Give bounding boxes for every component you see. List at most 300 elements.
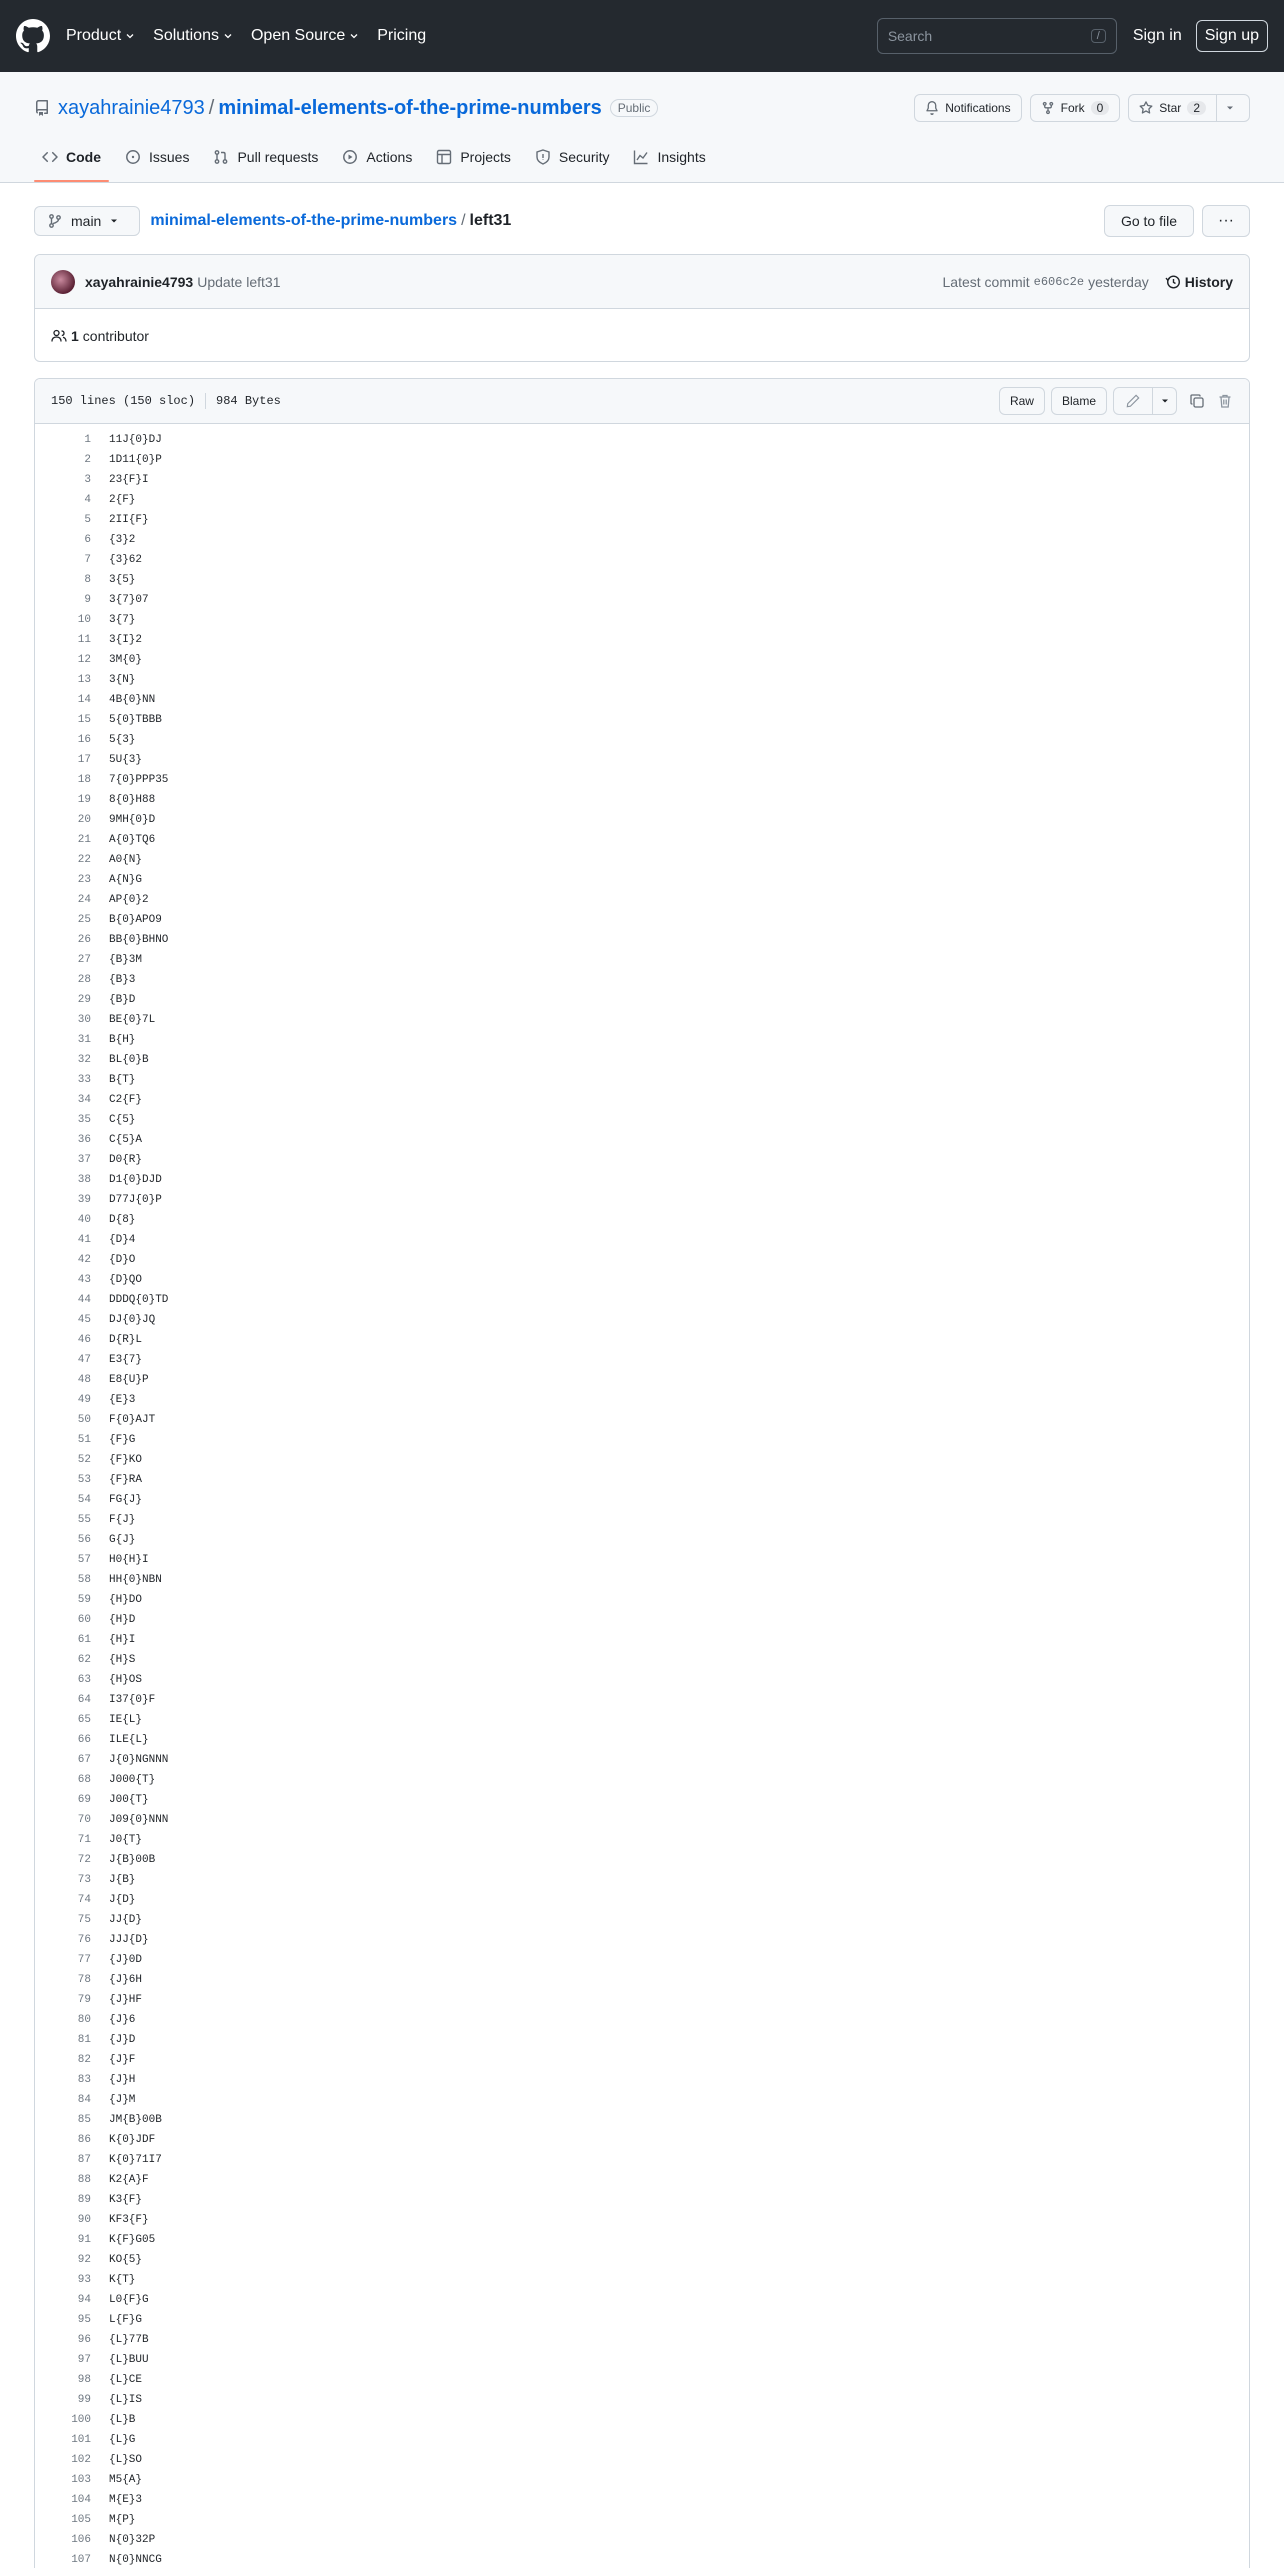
- copy-button[interactable]: [1189, 393, 1205, 409]
- line-number[interactable]: 24: [77, 894, 91, 906]
- tab-issues[interactable]: [117, 132, 197, 182]
- line-number[interactable]: 56: [77, 1534, 91, 1546]
- nav-product[interactable]: [66, 27, 135, 45]
- code-icon: [42, 149, 58, 165]
- tab-issues-label: Issues: [149, 149, 190, 165]
- line-number[interactable]: 69: [77, 1794, 91, 1806]
- line-number[interactable]: 55: [77, 1514, 91, 1526]
- line-number[interactable]: 32: [77, 1054, 91, 1066]
- delete-button[interactable]: [1217, 393, 1233, 409]
- line-content: {L}B: [109, 2414, 136, 2426]
- sign-up-button[interactable]: Sign up: [1196, 20, 1268, 52]
- line-content: {J}6H: [109, 1974, 143, 1986]
- line-number[interactable]: 90: [77, 2214, 91, 2226]
- line-content: {F}RA: [109, 1474, 143, 1486]
- line-number[interactable]: 33: [77, 1074, 91, 1086]
- line-number[interactable]: 8: [84, 574, 91, 586]
- line-number[interactable]: 98: [77, 2374, 91, 2386]
- contributors-row[interactable]: [35, 309, 1249, 362]
- line-content: D{R}L: [109, 1334, 143, 1346]
- tab-actions-label: Actions: [366, 149, 413, 165]
- code-line: [35, 810, 1249, 830]
- line-number[interactable]: 71: [77, 1834, 91, 1846]
- code-line: [35, 990, 1249, 1010]
- line-content: {L}SO: [109, 2454, 143, 2466]
- line-number[interactable]: 57: [77, 1554, 91, 1566]
- line-content: 2II{F}: [109, 514, 149, 526]
- line-content: J{0}NGNNN: [109, 1754, 169, 1766]
- line-number[interactable]: 18: [77, 774, 91, 786]
- tab-code[interactable]: [34, 132, 109, 182]
- line-number[interactable]: 14: [77, 694, 91, 706]
- commit-row: [35, 255, 1249, 309]
- commit-meta: [943, 274, 1234, 290]
- line-number[interactable]: 37: [77, 1154, 91, 1166]
- line-content: IE{L}: [109, 1714, 143, 1726]
- line-number[interactable]: 1: [84, 434, 91, 446]
- line-number[interactable]: 86: [77, 2134, 91, 2146]
- line-content: K{0}71I7: [109, 2154, 162, 2166]
- line-number[interactable]: 2: [84, 454, 91, 466]
- line-number[interactable]: 11: [77, 634, 91, 646]
- line-number[interactable]: 15: [77, 714, 91, 726]
- code-line: [35, 490, 1249, 510]
- line-number[interactable]: 103: [71, 2474, 91, 2486]
- chevron-down-icon: [125, 31, 135, 41]
- line-number[interactable]: 72: [77, 1854, 91, 1866]
- line-number[interactable]: 67: [77, 1754, 91, 1766]
- code-line: [35, 1610, 1249, 1630]
- line-content: ILE{L}: [109, 1734, 149, 1746]
- nav-pricing[interactable]: [377, 27, 426, 45]
- line-number[interactable]: 80: [77, 2014, 91, 2026]
- line-number[interactable]: 36: [77, 1134, 91, 1146]
- breadcrumb-repo-link[interactable]: minimal-elements-of-the-prime-numbers: [150, 212, 458, 229]
- header-divider: [205, 393, 206, 409]
- avatar[interactable]: [51, 270, 75, 294]
- contributors-label: contributor: [82, 327, 149, 344]
- tab-pull-requests-label: Pull requests: [237, 149, 319, 165]
- star-list-dropdown[interactable]: [1217, 94, 1250, 122]
- fork-button[interactable]: [1030, 94, 1121, 122]
- tab-insights-label: Insights: [657, 149, 706, 165]
- line-content: {H}I: [109, 1634, 136, 1646]
- code-line: [35, 1810, 1249, 1830]
- code-line: [35, 2030, 1249, 2050]
- code-line: [35, 2530, 1249, 2550]
- code-line: [35, 2410, 1249, 2430]
- code-line: [35, 1550, 1249, 1570]
- code-line: [35, 1030, 1249, 1050]
- file-size: 984 Bytes: [216, 394, 281, 408]
- line-content: J00{T}: [109, 1794, 149, 1806]
- tab-code-label: Code: [66, 149, 101, 165]
- line-content: 1D11{0}P: [109, 454, 162, 466]
- chevron-down-icon: [223, 31, 233, 41]
- line-number[interactable]: 97: [77, 2354, 91, 2366]
- line-content: {L}CE: [109, 2374, 143, 2386]
- line-number[interactable]: 28: [77, 974, 91, 986]
- line-content: {B}3M: [109, 954, 143, 966]
- raw-button[interactable]: Raw: [999, 387, 1045, 415]
- line-number[interactable]: 101: [71, 2434, 91, 2446]
- notifications-label: Notifications: [945, 101, 1011, 115]
- line-number[interactable]: 66: [77, 1734, 91, 1746]
- line-content: {H}D: [109, 1614, 136, 1626]
- line-number[interactable]: 77: [77, 1954, 91, 1966]
- line-content: 3{5}: [109, 574, 136, 586]
- line-number[interactable]: 65: [77, 1714, 91, 1726]
- code-line: [35, 2170, 1249, 2190]
- line-content: AP{0}2: [109, 894, 149, 906]
- line-number[interactable]: 45: [77, 1314, 91, 1326]
- code-line: [35, 1670, 1249, 1690]
- line-number[interactable]: 49: [77, 1394, 91, 1406]
- line-number[interactable]: 95: [77, 2314, 91, 2326]
- line-content: E3{7}: [109, 1354, 143, 1366]
- line-content: {H}S: [109, 1654, 136, 1666]
- line-number[interactable]: 19: [77, 794, 91, 806]
- line-number[interactable]: 64: [77, 1694, 91, 1706]
- line-content: {L}77B: [109, 2334, 149, 2346]
- line-number[interactable]: 16: [77, 734, 91, 746]
- line-number[interactable]: 51: [77, 1434, 91, 1446]
- line-content: {3}62: [109, 554, 143, 566]
- line-number[interactable]: 74: [77, 1894, 91, 1906]
- code-line: [35, 2010, 1249, 2030]
- nav-pricing-label: Pricing: [377, 27, 427, 44]
- line-number[interactable]: 5: [84, 514, 91, 526]
- code-line: [35, 2090, 1249, 2110]
- line-number[interactable]: 58: [77, 1574, 91, 1586]
- repo-actions: [906, 94, 1250, 122]
- code-line: [35, 2510, 1249, 2530]
- code-line: [35, 2390, 1249, 2410]
- line-number[interactable]: 88: [77, 2174, 91, 2186]
- code-line: [35, 1190, 1249, 1210]
- line-number[interactable]: 34: [77, 1094, 91, 1106]
- pencil-icon: [1126, 394, 1140, 408]
- commit-message-link[interactable]: Update left31: [197, 273, 281, 290]
- code-line: [35, 870, 1249, 890]
- commit-sha-link[interactable]: e606c2e: [1033, 274, 1085, 289]
- code-line: [35, 850, 1249, 870]
- triangle-down-icon: [1225, 103, 1235, 113]
- code-line: [35, 1290, 1249, 1310]
- code-line: [35, 1350, 1249, 1370]
- line-content: 3{7}07: [109, 594, 149, 606]
- line-content: D{8}: [109, 1214, 136, 1226]
- nav-open-source[interactable]: [251, 27, 359, 45]
- line-content: B{T}: [109, 1074, 136, 1086]
- line-number[interactable]: 92: [77, 2254, 91, 2266]
- line-number[interactable]: 105: [71, 2514, 91, 2526]
- line-number[interactable]: 3: [84, 474, 91, 486]
- line-content: N{0}NNCG: [109, 2554, 162, 2566]
- line-content: {J}F: [109, 2054, 136, 2066]
- global-header: [0, 0, 1284, 72]
- code-line: [35, 1510, 1249, 1530]
- line-number[interactable]: 78: [77, 1974, 91, 1986]
- line-number[interactable]: 99: [77, 2394, 91, 2406]
- code-line: [35, 1570, 1249, 1590]
- line-number[interactable]: 85: [77, 2114, 91, 2126]
- file-tools: [993, 387, 1233, 415]
- latest-commit-box: [34, 254, 1250, 362]
- line-number[interactable]: 22: [77, 854, 91, 866]
- line-number[interactable]: 39: [77, 1194, 91, 1206]
- commit-author-link[interactable]: xayahrainie4793: [85, 273, 194, 290]
- line-number[interactable]: 75: [77, 1914, 91, 1926]
- sign-in-link[interactable]: Sign in: [1132, 27, 1182, 44]
- line-content: KF3{F}: [109, 2214, 149, 2226]
- line-content: {J}H: [109, 2074, 136, 2086]
- tab-projects[interactable]: [428, 132, 519, 182]
- line-number[interactable]: 104: [71, 2494, 91, 2506]
- code-line: [35, 1250, 1249, 1270]
- tab-insights[interactable]: [625, 132, 713, 182]
- line-number[interactable]: 87: [77, 2154, 91, 2166]
- line-content: C{5}A: [109, 1134, 143, 1146]
- history-link[interactable]: [1165, 274, 1233, 290]
- line-content: BB{0}BHNO: [109, 934, 169, 946]
- file-viewer: [34, 378, 1250, 2568]
- line-number[interactable]: 100: [71, 2414, 91, 2426]
- blame-button[interactable]: Blame: [1051, 387, 1107, 415]
- code-line: [35, 1710, 1249, 1730]
- line-number[interactable]: 73: [77, 1874, 91, 1886]
- line-content: N{0}32P: [109, 2534, 156, 2546]
- line-number[interactable]: 96: [77, 2334, 91, 2346]
- code-line: [35, 690, 1249, 710]
- line-number[interactable]: 102: [71, 2454, 91, 2466]
- line-number[interactable]: 41: [77, 1234, 91, 1246]
- nav-product-label: Product: [66, 27, 122, 44]
- tab-actions[interactable]: [334, 132, 420, 182]
- line-number[interactable]: 59: [77, 1594, 91, 1606]
- line-number[interactable]: 47: [77, 1354, 91, 1366]
- line-content: M{E}3: [109, 2494, 143, 2506]
- header-right: [877, 18, 1268, 54]
- github-logo-icon[interactable]: [16, 19, 50, 53]
- line-content: 3{7}: [109, 614, 136, 626]
- code-line: [35, 2050, 1249, 2070]
- line-content: DDDQ{0}TD: [109, 1294, 169, 1306]
- line-number[interactable]: 89: [77, 2194, 91, 2206]
- line-number[interactable]: 4: [84, 494, 91, 506]
- file-lines-info: 150 lines (150 sloc): [51, 394, 196, 408]
- branch-selector[interactable]: [34, 206, 140, 236]
- repo-title-row: [34, 72, 1250, 132]
- line-number[interactable]: 48: [77, 1374, 91, 1386]
- line-number[interactable]: 21: [77, 834, 91, 846]
- line-content: 3{I}2: [109, 634, 143, 646]
- line-content: F{0}AJT: [109, 1414, 156, 1426]
- line-content: 2{F}: [109, 494, 136, 506]
- line-number[interactable]: 31: [77, 1034, 91, 1046]
- more-options-button[interactable]: ···: [1202, 205, 1250, 237]
- line-content: {E}3: [109, 1394, 136, 1406]
- line-number[interactable]: 13: [77, 674, 91, 686]
- code-line: [35, 750, 1249, 770]
- line-number[interactable]: 76: [77, 1934, 91, 1946]
- line-content: D1{0}DJD: [109, 1174, 162, 1186]
- line-number[interactable]: 70: [77, 1814, 91, 1826]
- line-number[interactable]: 43: [77, 1274, 91, 1286]
- line-number[interactable]: 62: [77, 1654, 91, 1666]
- repo-header: [0, 72, 1284, 183]
- star-button[interactable]: [1128, 94, 1217, 122]
- line-number[interactable]: 44: [77, 1294, 91, 1306]
- code-line: [35, 1850, 1249, 1870]
- code-line: [35, 2470, 1249, 2490]
- line-content: BL{0}B: [109, 1054, 149, 1066]
- line-number[interactable]: 84: [77, 2094, 91, 2106]
- code-line: [35, 1530, 1249, 1550]
- line-content: K{0}JDF: [109, 2134, 156, 2146]
- line-number[interactable]: 20: [77, 814, 91, 826]
- go-to-file-button[interactable]: Go to file: [1104, 205, 1194, 237]
- line-content: J{B}00B: [109, 1854, 156, 1866]
- line-number[interactable]: 23: [77, 874, 91, 886]
- code-line: [35, 2430, 1249, 2450]
- commit-time: yesterday: [1088, 273, 1149, 290]
- code-line: [35, 2350, 1249, 2370]
- actions-icon: [342, 149, 358, 165]
- code-line: [35, 1130, 1249, 1150]
- line-number[interactable]: 82: [77, 2054, 91, 2066]
- repo-tabs: [34, 132, 1250, 182]
- code-line: [35, 1650, 1249, 1670]
- branch-name: main: [71, 213, 102, 229]
- tab-projects-label: Projects: [460, 149, 511, 165]
- line-content: I37{0}F: [109, 1694, 156, 1706]
- repo-name-link[interactable]: minimal-elements-of-the-prime-numbers: [218, 96, 602, 119]
- line-number[interactable]: 83: [77, 2074, 91, 2086]
- line-number[interactable]: 29: [77, 994, 91, 1006]
- line-number[interactable]: 106: [71, 2534, 91, 2546]
- line-content: {L}G: [109, 2434, 136, 2446]
- edit-dropdown[interactable]: [1153, 387, 1177, 415]
- code-line: [35, 450, 1249, 470]
- code-line: [35, 2130, 1249, 2150]
- line-content: J000{T}: [109, 1774, 156, 1786]
- line-number[interactable]: 7: [84, 554, 91, 566]
- line-number[interactable]: 50: [77, 1414, 91, 1426]
- code-line: [35, 1690, 1249, 1710]
- contributors-count: 1: [71, 327, 79, 344]
- line-number[interactable]: 63: [77, 1674, 91, 1686]
- line-number[interactable]: 38: [77, 1174, 91, 1186]
- star-count: 2: [1187, 101, 1206, 115]
- graph-icon: [633, 149, 649, 165]
- line-number[interactable]: 35: [77, 1114, 91, 1126]
- line-number[interactable]: 30: [77, 1014, 91, 1026]
- code-line: [35, 1310, 1249, 1330]
- line-number[interactable]: 91: [77, 2234, 91, 2246]
- line-content: 3{N}: [109, 674, 136, 686]
- code-line: [35, 2110, 1249, 2130]
- line-content: {L}BUU: [109, 2354, 149, 2366]
- tab-pull-requests[interactable]: [205, 132, 326, 182]
- line-number[interactable]: 9: [84, 594, 91, 606]
- line-number[interactable]: 53: [77, 1474, 91, 1486]
- line-number[interactable]: 94: [77, 2294, 91, 2306]
- line-number[interactable]: 79: [77, 1994, 91, 2006]
- line-number[interactable]: 40: [77, 1214, 91, 1226]
- notifications-button[interactable]: [914, 94, 1021, 122]
- code-line: [35, 670, 1249, 690]
- code-line: [35, 770, 1249, 790]
- code-line: [35, 1230, 1249, 1250]
- line-number[interactable]: 12: [77, 654, 91, 666]
- code-line: [35, 2250, 1249, 2270]
- line-content: K3{F}: [109, 2194, 143, 2206]
- code-line: [35, 1210, 1249, 1230]
- breadcrumb-separator: /: [461, 212, 466, 229]
- fork-count: 0: [1091, 101, 1110, 115]
- line-number[interactable]: 26: [77, 934, 91, 946]
- line-number[interactable]: 54: [77, 1494, 91, 1506]
- repo-owner-link[interactable]: xayahrainie4793: [58, 96, 205, 119]
- projects-icon: [436, 149, 452, 165]
- line-number[interactable]: 10: [77, 614, 91, 626]
- line-content: K2{A}F: [109, 2174, 149, 2186]
- line-content: 11J{0}DJ: [109, 434, 162, 446]
- nav-solutions[interactable]: [153, 27, 233, 45]
- line-content: B{H}: [109, 1034, 136, 1046]
- star-label: Star: [1159, 101, 1182, 115]
- line-content: G{J}: [109, 1534, 136, 1546]
- code-line: [35, 2150, 1249, 2170]
- trash-icon: [1217, 393, 1233, 409]
- line-content: {J}M: [109, 2094, 136, 2106]
- code-line: [35, 1450, 1249, 1470]
- history-label: History: [1184, 273, 1233, 290]
- line-content: KO{5}: [109, 2254, 143, 2266]
- edit-button[interactable]: [1113, 387, 1153, 415]
- line-number[interactable]: 93: [77, 2274, 91, 2286]
- triangle-down-icon: [1160, 396, 1170, 406]
- line-number[interactable]: 27: [77, 954, 91, 966]
- line-content: {J}HF: [109, 1994, 143, 2006]
- history-icon: [1165, 274, 1181, 290]
- line-number[interactable]: 81: [77, 2034, 91, 2046]
- code-line: [35, 830, 1249, 850]
- line-number[interactable]: 52: [77, 1454, 91, 1466]
- code-line: [35, 1630, 1249, 1650]
- code-line: [35, 550, 1249, 570]
- line-number[interactable]: 68: [77, 1774, 91, 1786]
- tab-security[interactable]: [527, 132, 618, 182]
- line-content: {D}O: [109, 1254, 136, 1266]
- line-number[interactable]: 46: [77, 1334, 91, 1346]
- line-number[interactable]: 25: [77, 914, 91, 926]
- line-number[interactable]: 60: [77, 1614, 91, 1626]
- code-line: [35, 710, 1249, 730]
- line-number[interactable]: 6: [84, 534, 91, 546]
- code-line: [35, 430, 1249, 450]
- search-input[interactable]: [877, 18, 1117, 54]
- line-number[interactable]: 17: [77, 754, 91, 766]
- line-number[interactable]: 42: [77, 1254, 91, 1266]
- line-number[interactable]: 61: [77, 1634, 91, 1646]
- code-line: [35, 1470, 1249, 1490]
- line-content: {3}2: [109, 534, 136, 546]
- code-line: [35, 1770, 1249, 1790]
- line-content: D0{R}: [109, 1154, 143, 1166]
- line-number[interactable]: 107: [71, 2554, 91, 2566]
